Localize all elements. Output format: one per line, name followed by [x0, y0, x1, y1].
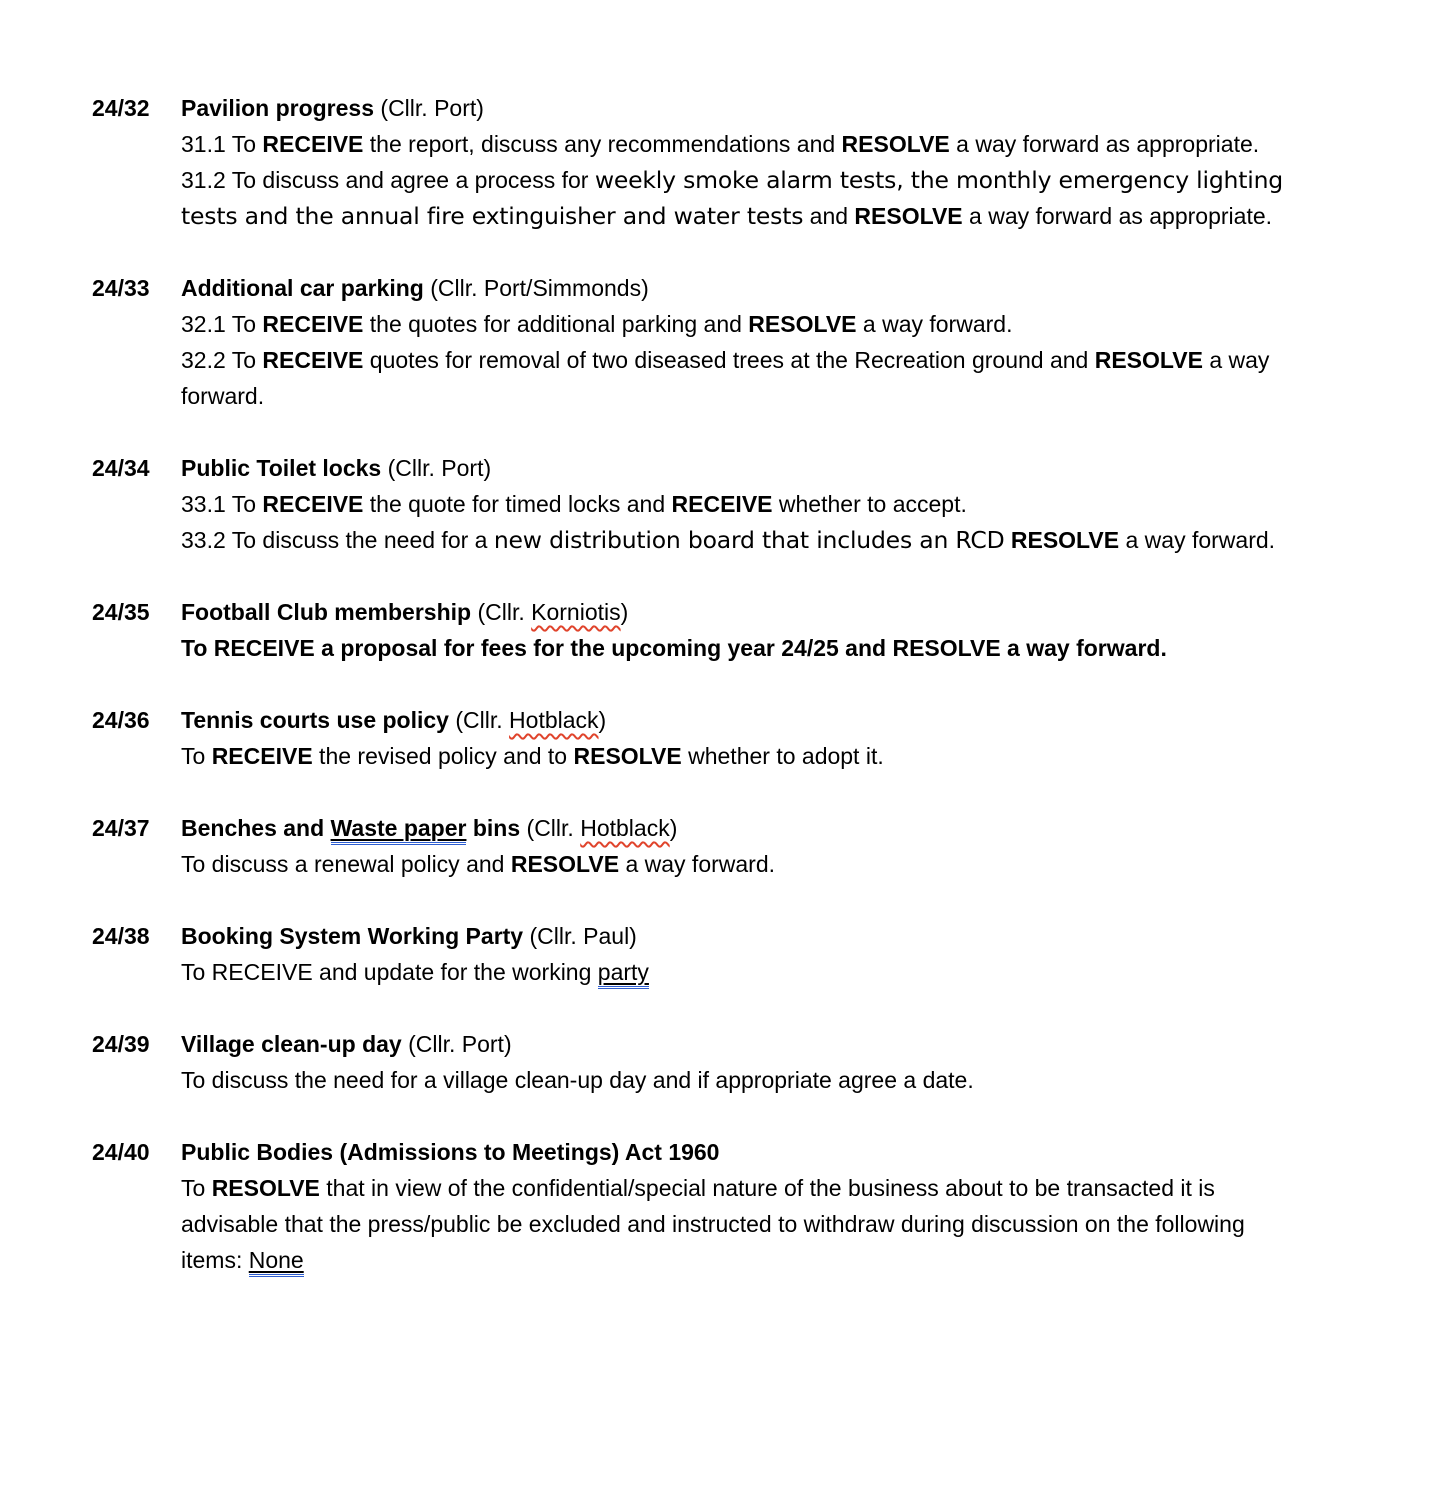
- text-run: a way forward.: [1119, 527, 1276, 553]
- text-run: 33.2 To discuss the need for a: [181, 527, 494, 553]
- text-run: 32.2 To: [181, 347, 263, 373]
- text-run: Benches and: [181, 815, 331, 841]
- item-heading: [181, 270, 1392, 306]
- text-run: items:: [181, 1247, 249, 1273]
- grammar-flagged-text: party: [598, 959, 649, 989]
- item-number: 24/37: [92, 815, 150, 841]
- item-heading: [181, 450, 1392, 486]
- text-run: To: [181, 743, 212, 769]
- text-run: that in view of the confidential/special nature of the business about to be transacted it is: [319, 1175, 1215, 1201]
- item-content: [181, 810, 1392, 882]
- item-number: 24/39: [92, 1031, 150, 1057]
- agenda-item: [92, 918, 1392, 990]
- item-number: 24/36: [92, 707, 150, 733]
- text-run: RESOLVE: [211, 1175, 320, 1201]
- text-run: RESOLVE: [1094, 347, 1203, 373]
- item-heading: [181, 918, 1392, 954]
- text-run: 31.1 To: [181, 131, 263, 157]
- item-content: [181, 702, 1392, 774]
- item-body-line: [181, 378, 1392, 414]
- item-body-line: [181, 306, 1392, 342]
- item-body-line: [181, 1062, 1392, 1098]
- item-heading: [181, 1026, 1392, 1062]
- text-run: (Cllr. Port): [381, 455, 492, 481]
- item-body-line: [181, 1206, 1392, 1242]
- text-run: Tennis courts use policy: [181, 707, 449, 733]
- misspelled-word: Korniotis: [531, 599, 621, 625]
- text-run: RESOLVE: [841, 131, 950, 157]
- item-body-line: [181, 846, 1392, 882]
- text-run: RECEIVE: [671, 491, 773, 517]
- text-run: (Cllr.: [471, 599, 532, 625]
- text-run: (Cllr. Paul): [523, 923, 637, 949]
- item-body-line: [181, 630, 1392, 666]
- misspelled-word: Hotblack: [580, 815, 670, 841]
- item-heading: [181, 594, 1392, 630]
- text-run: Additional car parking: [181, 275, 424, 301]
- item-number: 24/38: [92, 923, 150, 949]
- text-run: RECEIVE: [262, 347, 364, 373]
- text-run: To discuss a renewal policy and: [181, 851, 511, 877]
- grammar-flagged-text: Waste paper: [331, 815, 467, 845]
- item-body-line: [181, 1242, 1392, 1278]
- text-run: ): [669, 815, 678, 841]
- item-content: [181, 90, 1392, 234]
- agenda-list: [92, 90, 1392, 1278]
- text-run: (Cllr.: [520, 815, 581, 841]
- item-content: [181, 594, 1392, 666]
- item-content: [181, 270, 1392, 414]
- agenda-item: [92, 1026, 1392, 1098]
- text-run: RECEIVE: [262, 131, 364, 157]
- item-body-line: [181, 126, 1392, 162]
- item-body-line: [181, 522, 1392, 558]
- text-run-alt-font: new distribution board that includes an RCD: [493, 526, 1005, 554]
- text-run: forward.: [181, 383, 265, 409]
- text-run: Public Bodies (Admissions to Meetings) Act 1960: [181, 1139, 720, 1165]
- grammar-flagged-text: None: [249, 1247, 304, 1277]
- agenda-item: [92, 90, 1392, 234]
- text-run: Village clean-up day: [181, 1031, 402, 1057]
- item-number: 24/40: [92, 1139, 150, 1165]
- item-body-line: [181, 198, 1392, 234]
- text-run: the revised policy and to: [312, 743, 574, 769]
- item-body-line: [181, 162, 1392, 198]
- text-run: RESOLVE: [854, 203, 963, 229]
- text-run: the report, discuss any recommendations and: [363, 131, 842, 157]
- agenda-item: [92, 450, 1392, 558]
- text-run: whether to adopt it.: [681, 743, 884, 769]
- item-number: 24/32: [92, 95, 150, 121]
- text-run: a way forward.: [856, 311, 1013, 337]
- agenda-item: [92, 810, 1392, 882]
- item-content: [181, 450, 1392, 558]
- text-run: Football Club membership: [181, 599, 472, 625]
- text-run: a way: [1202, 347, 1270, 373]
- text-run: (Cllr. Port/Simmonds): [423, 275, 649, 301]
- text-run: 33.1 To: [181, 491, 263, 517]
- item-heading: [181, 810, 1392, 846]
- item-content: [181, 1134, 1392, 1278]
- text-run: a way forward as appropriate.: [949, 131, 1260, 157]
- text-run: To: [181, 1175, 212, 1201]
- item-body-line: [181, 342, 1392, 378]
- text-run: the quotes for additional parking and: [363, 311, 749, 337]
- text-run: 32.1 To: [181, 311, 263, 337]
- misspelled-word: Hotblack: [509, 707, 599, 733]
- text-run: Public Toilet locks: [181, 455, 382, 481]
- item-heading: [181, 90, 1392, 126]
- item-body-line: [181, 954, 1392, 990]
- item-content: [181, 1026, 1392, 1098]
- text-run: RECEIVE: [262, 491, 364, 517]
- text-run: To RECEIVE and update for the working: [181, 959, 598, 985]
- item-body-line: [181, 1170, 1392, 1206]
- item-body-line: [181, 486, 1392, 522]
- item-number: 24/33: [92, 275, 150, 301]
- agenda-item: [92, 702, 1392, 774]
- text-run: (Cllr.: [448, 707, 510, 733]
- text-run: To RECEIVE a proposal for fees for the upcoming year 24/25 and RESOLVE a way forward.: [181, 635, 1167, 661]
- text-run: advisable that the press/public be excluded and instructed to withdraw during discussion on the following: [181, 1211, 1245, 1237]
- text-run: Pavilion progress: [181, 95, 375, 121]
- text-run: RESOLVE: [748, 311, 857, 337]
- item-number: 24/34: [92, 455, 150, 481]
- text-run: the quote for timed locks and: [363, 491, 672, 517]
- text-run: whether to accept.: [772, 491, 967, 517]
- text-run: a way forward.: [619, 851, 776, 877]
- text-run: RESOLVE: [1010, 527, 1120, 553]
- text-run: To discuss the need for a village clean-up day and if appropriate agree a date.: [181, 1067, 974, 1093]
- item-content: [181, 918, 1392, 990]
- agenda-item: [92, 270, 1392, 414]
- text-run: (Cllr. Port): [374, 95, 484, 121]
- item-heading: [181, 1134, 1392, 1170]
- text-run: bins: [466, 815, 521, 841]
- text-run: and: [803, 203, 855, 229]
- text-run: Booking System Working Party: [181, 923, 524, 949]
- text-run-alt-font: weekly smoke alarm tests, the monthly emergency lighting: [594, 166, 1284, 194]
- text-run: RESOLVE: [510, 851, 620, 877]
- text-run: RECEIVE: [211, 743, 313, 769]
- text-run: RESOLVE: [573, 743, 682, 769]
- text-run: a way forward as appropriate.: [962, 203, 1273, 229]
- item-number: 24/35: [92, 599, 150, 625]
- text-run: quotes for removal of two diseased trees at the Recreation ground and: [363, 347, 1095, 373]
- item-heading: [181, 702, 1392, 738]
- text-run: ): [598, 707, 607, 733]
- text-run-alt-font: tests and the annual fire extinguisher and water tests: [181, 202, 804, 230]
- text-run: RECEIVE: [262, 311, 364, 337]
- text-run: 31.2 To discuss and agree a process for: [181, 167, 595, 193]
- text-run: (Cllr. Port): [401, 1031, 512, 1057]
- agenda-item: [92, 594, 1392, 666]
- item-body-line: [181, 738, 1392, 774]
- text-run: ): [620, 599, 629, 625]
- agenda-item: [92, 1134, 1392, 1278]
